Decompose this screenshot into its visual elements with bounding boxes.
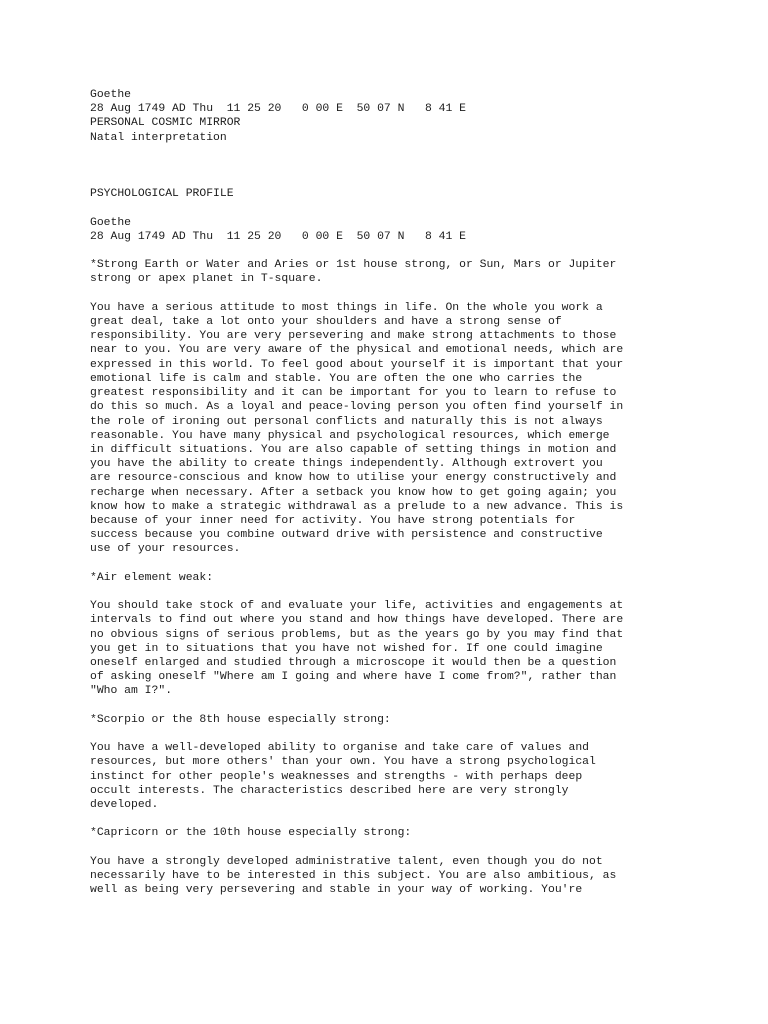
document-page bbox=[90, 88, 690, 897]
block-heading-scorpio: *Scorpio or the 8th house especially strong: bbox=[90, 713, 391, 726]
block-body-air-weak: You should take stock of and evaluate your life, activities and engagements at intervals to find out where you stand and how things have developed. There are no obvious signs of serious problems, but as the years go by you may find that you get in to situations that you have not wished for. If one could imagine oneself enlarged and studied through a microscope it would then be a question of asking oneself "Where am I going and where have I come from?", rather than "Who am I?". bbox=[90, 600, 624, 698]
birth-data: 28 Aug 1749 AD Thu 11 25 20 0 00 E 50 07 N 8 41 E bbox=[90, 103, 466, 116]
block-heading-air-weak: *Air element weak: bbox=[90, 571, 214, 584]
section-birth-data: 28 Aug 1749 AD Thu 11 25 20 0 00 E 50 07 N 8 41 E bbox=[90, 230, 466, 243]
section-person-name: Goethe bbox=[90, 216, 132, 229]
block-heading-capricorn: *Capricorn or the 10th house especially strong: bbox=[90, 827, 412, 840]
person-name: Goethe bbox=[90, 89, 132, 101]
block-body-strong-earth: You have a serious attitude to most things in life. On the whole you work a great deal, take a lot onto your shoulders and have a strong sense of responsibility. You are very persevering and make strong attachments to those near to you. You are very aware of the physical and emotional needs, which are expressed in this world. To feel good about yourself it is important that your emotional life is calm and stable. You are often the one who carries the greatest responsibility and it can be important for you to learn to refuse to do this so much. As a loyal and peace-loving person you often find yourself in the role of ironing out personal conflicts and naturally this is not always reasonable. You have many physical and psychological resources, which emerge in difficult situations. You are also capable of setting things in motion and you have the ability to create things independently. Although extrovert you are resource-conscious and know how to utilise your energy constructively and recharge when necessary. After a setback you know how to get going again; you know how to make a strategic withdrawal as a prelude to a new advance. This is because of your inner need for activity. You have strong potentials for success because you combine outward drive with persistence and constructive use of your resources. bbox=[90, 301, 624, 556]
document-subtitle: Natal interpretation bbox=[90, 131, 227, 144]
block-body-scorpio: You have a well-developed ability to organise and take care of values and resources, but more others' than your own. You have a strong psychological instinct for other people's weaknesses and strengths - with perhaps deep occult interests. The characteristics described here are very strongly developed. bbox=[90, 742, 596, 811]
section-heading: PSYCHOLOGICAL PROFILE bbox=[90, 188, 234, 201]
block-heading-strong-earth: *Strong Earth or Water and Aries or 1st house strong, or Sun, Mars or Jupiter strong or apex planet in T-square. bbox=[90, 259, 617, 286]
document-title: PERSONAL COSMIC MIRROR bbox=[90, 117, 241, 130]
block-body-capricorn: You have a strongly developed administrative talent, even though you do not necessarily have to be interested in this subject. You are also ambitious, as well as being very persevering and stable in your way of working. You're bbox=[90, 855, 617, 897]
